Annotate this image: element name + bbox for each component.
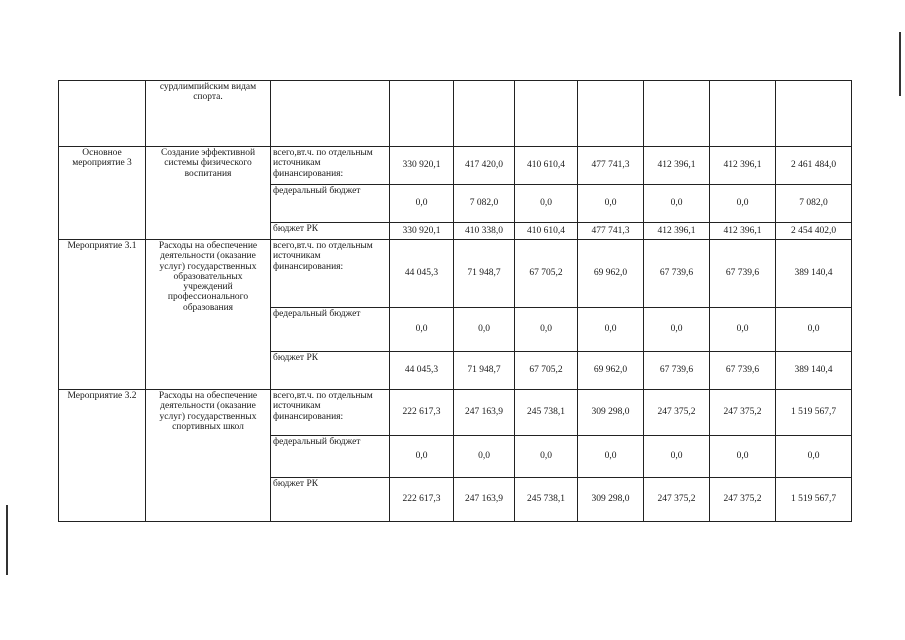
value-cell: 44 045,3 [390, 352, 454, 390]
source-label: всего,вт.ч. по отдельным источникам финансирования: [273, 391, 373, 422]
value-cell: 7 082,0 [776, 185, 852, 223]
row-code-text: Мероприятие 3.2 [67, 391, 137, 401]
value-cell: 0,0 [454, 436, 515, 478]
value-cell: 0,0 [710, 308, 776, 352]
value-cell: 0,0 [454, 308, 515, 352]
value-cell: 67 705,2 [515, 352, 578, 390]
value-cell: 0,0 [390, 436, 454, 478]
value-cell: 0,0 [578, 308, 644, 352]
source-label: всего,вт.ч. по отдельным источникам финансирования: [273, 148, 373, 179]
source-cell [271, 390, 390, 436]
value-cell: 247 375,2 [710, 390, 776, 436]
value-cell: 247 375,2 [644, 478, 710, 522]
value-cell: 1 519 567,7 [776, 390, 852, 436]
value-cell: 247 163,9 [454, 478, 515, 522]
row-name-cell [146, 240, 271, 390]
value-cell: 0,0 [578, 185, 644, 223]
source-cell [271, 81, 390, 147]
value-cell: 477 741,3 [578, 147, 644, 185]
value-cell: 69 962,0 [578, 352, 644, 390]
value-cell: 2 454 402,0 [776, 223, 852, 240]
source-cell [271, 240, 390, 308]
value-cell: 7 082,0 [454, 185, 515, 223]
source-cell [271, 223, 390, 240]
value-cell: 1 519 567,7 [776, 478, 852, 522]
value-cell: 71 948,7 [454, 240, 515, 308]
value-cell: 412 396,1 [710, 223, 776, 240]
value-cell: 0,0 [644, 185, 710, 223]
value-cell: 67 739,6 [710, 240, 776, 308]
source-cell [271, 147, 390, 185]
row-name-text: сурдлимпийским видам спорта. [159, 82, 257, 103]
row-code-cell [59, 81, 146, 147]
value-cell [710, 81, 776, 147]
value-cell [390, 81, 454, 147]
value-cell [776, 81, 852, 147]
value-cell: 0,0 [515, 308, 578, 352]
value-cell: 222 617,3 [390, 390, 454, 436]
value-cell: 67 739,6 [644, 352, 710, 390]
value-cell: 0,0 [776, 308, 852, 352]
value-cell: 309 298,0 [578, 478, 644, 522]
value-cell: 330 920,1 [390, 223, 454, 240]
value-cell: 0,0 [390, 185, 454, 223]
value-cell: 245 738,1 [515, 478, 578, 522]
source-cell [271, 185, 390, 223]
scan-edge-mark [6, 505, 8, 575]
value-cell: 67 739,6 [710, 352, 776, 390]
value-cell: 2 461 484,0 [776, 147, 852, 185]
value-cell: 330 920,1 [390, 147, 454, 185]
value-cell: 44 045,3 [390, 240, 454, 308]
row-code-text: Мероприятие 3.1 [67, 241, 137, 251]
value-cell: 0,0 [710, 185, 776, 223]
value-cell: 410 610,4 [515, 147, 578, 185]
source-cell [271, 308, 390, 352]
row-code-cell [59, 240, 146, 390]
scan-edge-mark [899, 32, 901, 96]
value-cell: 412 396,1 [644, 147, 710, 185]
value-cell: 67 739,6 [644, 240, 710, 308]
source-cell [271, 436, 390, 478]
value-cell: 0,0 [515, 436, 578, 478]
value-cell: 0,0 [710, 436, 776, 478]
row-name-text: Расходы на обеспечение деятельности (оказание услуг) государственных спортивных школ [158, 391, 258, 432]
table-row [59, 240, 852, 308]
value-cell: 0,0 [644, 308, 710, 352]
value-cell: 0,0 [776, 436, 852, 478]
value-cell: 245 738,1 [515, 390, 578, 436]
row-name-cell [146, 147, 271, 240]
row-name-cell [146, 390, 271, 522]
value-cell: 71 948,7 [454, 352, 515, 390]
value-cell: 0,0 [515, 185, 578, 223]
value-cell [578, 81, 644, 147]
row-name-cell [146, 81, 271, 147]
value-cell: 247 375,2 [710, 478, 776, 522]
budget-table [58, 80, 852, 522]
table-row [59, 390, 852, 436]
source-cell [271, 478, 390, 522]
source-label: федеральный бюджет [273, 437, 361, 447]
value-cell: 410 610,4 [515, 223, 578, 240]
row-code-cell [59, 147, 146, 240]
table-row [59, 147, 852, 185]
value-cell: 410 338,0 [454, 223, 515, 240]
table-row [59, 81, 852, 147]
value-cell: 412 396,1 [710, 147, 776, 185]
value-cell: 222 617,3 [390, 478, 454, 522]
value-cell: 309 298,0 [578, 390, 644, 436]
source-label: федеральный бюджет [273, 309, 361, 319]
value-cell: 67 705,2 [515, 240, 578, 308]
value-cell: 247 163,9 [454, 390, 515, 436]
value-cell: 0,0 [644, 436, 710, 478]
source-label: бюджет РК [273, 479, 319, 489]
value-cell [644, 81, 710, 147]
value-cell: 0,0 [390, 308, 454, 352]
source-label: бюджет РК [273, 353, 319, 363]
value-cell: 389 140,4 [776, 240, 852, 308]
value-cell [515, 81, 578, 147]
row-name-text: Создание эффективной системы физического воспитания [160, 148, 256, 179]
source-label: федеральный бюджет [273, 186, 361, 196]
row-code-text: Основное мероприятие 3 [72, 148, 132, 169]
value-cell [454, 81, 515, 147]
value-cell: 417 420,0 [454, 147, 515, 185]
value-cell: 477 741,3 [578, 223, 644, 240]
value-cell: 69 962,0 [578, 240, 644, 308]
value-cell: 412 396,1 [644, 223, 710, 240]
value-cell: 389 140,4 [776, 352, 852, 390]
value-cell: 0,0 [578, 436, 644, 478]
value-cell: 247 375,2 [644, 390, 710, 436]
row-code-cell [59, 390, 146, 522]
source-label: всего,вт.ч. по отдельным источникам финансирования: [273, 241, 373, 272]
row-name-text: Расходы на обеспечение деятельности (оказание услуг) государственных образовательных учреждений профессионального образования [158, 241, 258, 313]
source-cell [271, 352, 390, 390]
source-label: бюджет РК [273, 224, 319, 234]
